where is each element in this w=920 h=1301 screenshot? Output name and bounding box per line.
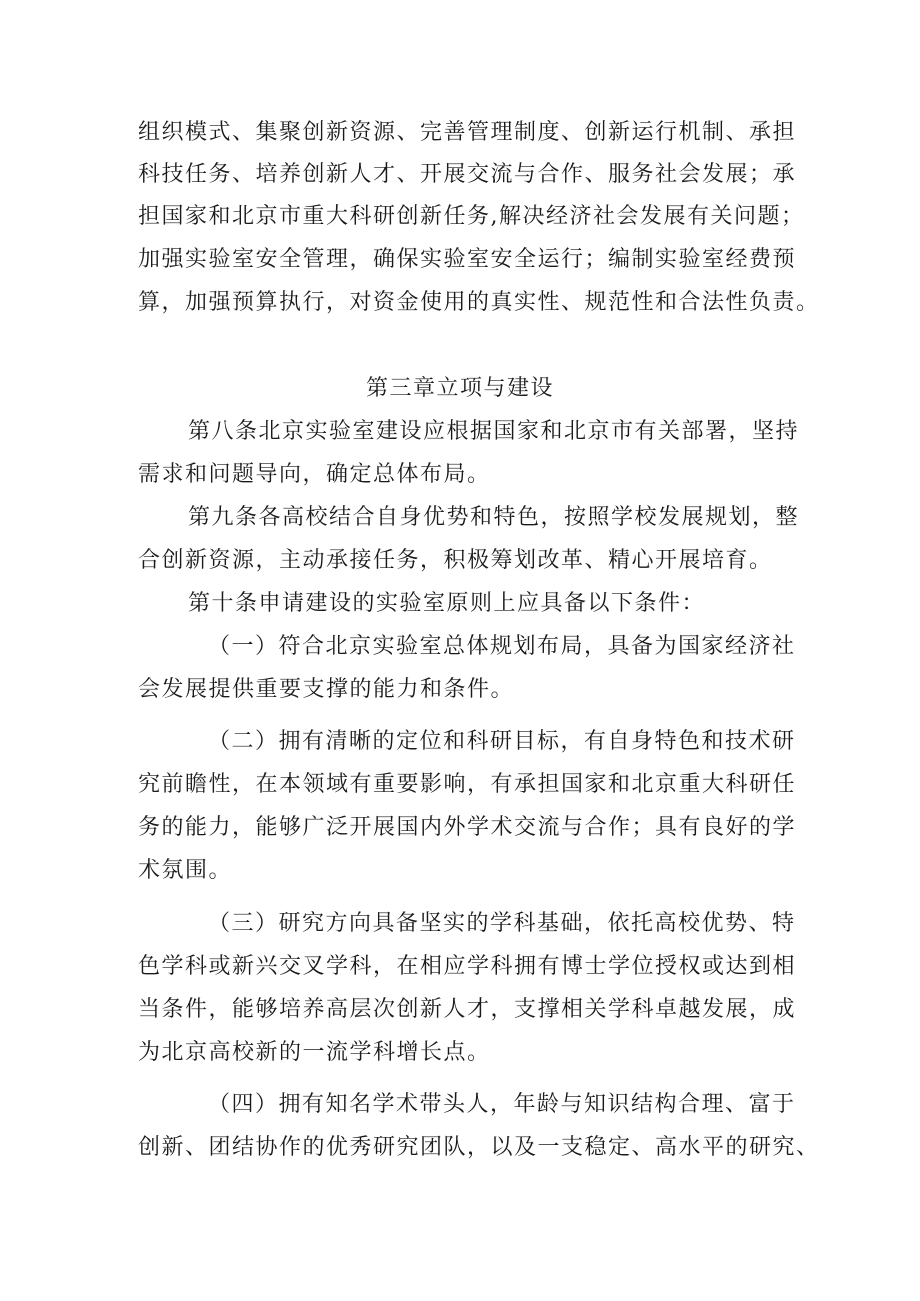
article-9-line: 合创新资源，主动承接任务，积极筹划改革、精心开展培育。 [138,548,773,573]
condition-3-line: （三）研究方向具备坚实的学科基础，依托高校优势、特 [208,911,796,936]
body-text-line: 算，加强预算执行，对资金使用的真实性、规范性和合法性负责。 [138,290,820,315]
article-8-line: 需求和问题导向，确定总体布局。 [138,462,491,487]
condition-2-line: 究前瞻性，在本领域有重要影响，有承担国家和北京重大科研任 [138,772,797,797]
condition-4-line: 创新、团结协作的优秀研究团队，以及一支稳定、高水平的研究、 [138,1135,820,1160]
condition-1-line: 会发展提供重要支撑的能力和条件。 [138,677,515,702]
article-8-line: 第八条北京实验室建设应根据国家和北京市有关部署，坚持 [188,419,800,444]
body-text-line: 加强实验室安全管理，确保实验室安全运行；编制实验室经费预 [138,247,797,272]
body-text-line: 组织模式、集聚创新资源、完善管理制度、创新运行机制、承担 [138,120,797,145]
condition-1-line: （一）符合北京实验室总体规划布局，具备为国家经济社 [208,634,796,659]
condition-3-line: 为北京高校新的一流学科增长点。 [138,1040,491,1065]
condition-3-line: 当条件，能够培养高层次创新人才，支撑相关学科卓越发展，成 [138,997,797,1022]
body-text-line: 科技任务、培养创新人才、开展交流与合作、服务社会发展；承 [138,162,797,187]
condition-2-line: 务的能力，能够广泛开展国内外学术交流与合作；具有良好的学 [138,815,797,840]
body-text-line: 担国家和北京市重大科研创新任务,解决经济社会发展有关问题； [138,204,805,229]
chapter-heading: 第三章立项与建设 [365,376,554,401]
article-9-line: 第九条各高校结合自身优势和特色，按照学校发展规划，整 [188,505,800,530]
article-10-line: 第十条申请建设的实验室原则上应具备以下条件： [188,591,706,616]
condition-4-line: （四）拥有知名学术带头人，年龄与知识结构合理、富于 [208,1092,796,1117]
condition-2-line: （二）拥有清晰的定位和科研目标，有自身特色和技术研 [208,729,796,754]
condition-3-line: 色学科或新兴交叉学科，在相应学科拥有博士学位授权或达到相 [138,954,797,979]
condition-2-line: 术氛围。 [138,858,233,883]
